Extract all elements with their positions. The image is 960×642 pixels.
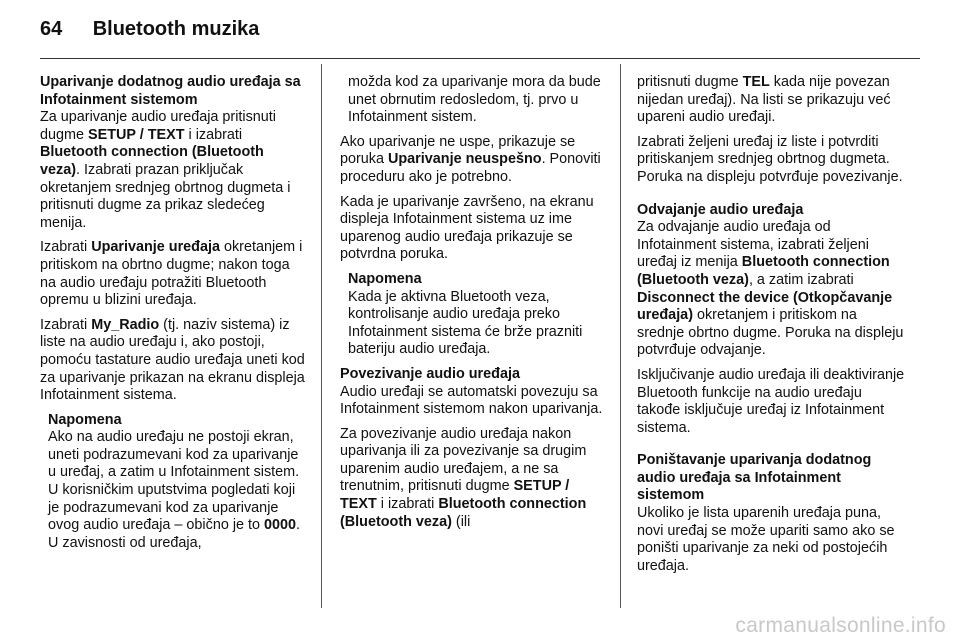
column-divider <box>321 64 322 608</box>
subheading-disconnecting: Odvajanje audio uređaja <box>637 201 804 218</box>
paragraph: Ukoliko je lista uparenih uređaja puna, novi uređaj se može upariti samo ako se poništi uparivanje za neki od postojećih uređaja. <box>637 505 895 574</box>
paragraph: Za uparivanje audio uređaja pritisnuti dugme SETUP / TEXT i izabrati Bluetooth connection (Bluetooth veza). Izabrati prazan priključak okretanjem srednjeg obrtnog dugmeta i pritisnuti dugme za prikaz sledećeg menija. <box>40 109 291 231</box>
note-title: Napomena <box>348 270 422 287</box>
paragraph: Ako uparivanje ne uspe, prikazuje se poruka Uparivanje neuspešno. Ponoviti proceduru ako je potrebno. <box>340 133 601 185</box>
paragraph: Kada je uparivanje završeno, na ekranu displeja Infotainment sistema uz ime uparenog audio uređaja prikazuje se potvrdna poruka. <box>340 193 594 263</box>
paragraph: Izabrati My_Radio (tj. naziv sistema) iz liste na audio uređaju i, ako postoji, pomoću tastature audio uređaja uneti kod za uparivanje prikazan na ekranu displeja Infotainment sistema. <box>40 316 305 404</box>
column-divider <box>620 64 621 608</box>
note-block-continued: možda kod za uparivanje mora da bude unet obrnutim redosledom, tj. prvo u Infotainment sistem. <box>348 74 601 126</box>
column-2 <box>340 74 606 538</box>
page-number: 64 <box>40 18 63 40</box>
paragraph: Izabrati željeni uređaj iz liste i potvrditi pritiskanjem srednjeg obrtnog dugmeta. Poruka na displeju potvrđuje povezivanje. <box>637 133 903 185</box>
header-divider <box>40 58 920 59</box>
paragraph: Za povezivanje audio uređaja nakon uparivanja ili za povezivanje sa drugim uparenim audio uređajem, a ne sa trenutnim, pritisnuti dugme SETUP / TEXT i izabrati Bluetooth connection (Bluetooth veza) (ili <box>340 425 587 530</box>
paragraph: Izabrati Uparivanje uređaja okretanjem i pritiskom na obrtno dugme; nakon toga na audio uređaju potražiti Bluetooth opremu u blizini uređaja. <box>40 239 303 309</box>
paragraph: Za odvajanje audio uređaja od Infotainment sistema, izabrati željeni uređaj iz menija Bluetooth connection (Bluetooth veza), a zatim izabrati Disconnect the device (Otkopčavanje uređaja) okretanjem i pritiskom na srednje obrtno dugme. Poruka na displeju potvrđuje odvajanje. <box>637 219 904 359</box>
column-1 <box>40 74 306 559</box>
subheading-connecting: Povezivanje audio uređaja <box>340 365 520 382</box>
paragraph: Audio uređaji se automatski povezuju sa Infotainment sistemom nakon uparivanja. <box>340 383 603 418</box>
page-header <box>40 18 259 48</box>
paragraph: pritisnuti dugme TEL kada nije povezan nijedan uređaj). Na listi se prikazuju već upareni audio uređaji. <box>637 74 891 126</box>
note-block: Napomena Kada je aktivna Bluetooth veza, kontrolisanje audio uređaja preko Infotainment sistema će brže prazniti bateriju audio uređaja. <box>340 271 606 359</box>
section-title: Bluetooth muzika <box>92 18 260 40</box>
subheading-pairing: Uparivanje dodatnog audio uređaja sa Infotainment sistemom <box>40 74 301 108</box>
paragraph: Isključivanje audio uređaja ili deaktiviranje Bluetooth funkcije na audio uređaju takođe isključuje uređaj iz Infotainment sistema. <box>637 366 905 436</box>
note-block: Napomena Ako na audio uređaju ne postoji ekran, uneti podrazumevani kod za uparivanje u uređaj, a zatim u Infotainment sistem. U korisničkim uputstvima pogledati koji je podrazumevani kod za uparivanje ovog audio uređaja – obično je to 0000. U zavisnosti od uređaja, <box>40 412 306 553</box>
watermark: carmanualsonline.info <box>735 614 946 637</box>
subheading-unpairing: Poništavanje uparivanja dodatnog audio uređaja sa Infotainment sistemom <box>637 452 872 504</box>
column-3 <box>637 74 905 582</box>
note-title: Napomena <box>48 411 122 428</box>
